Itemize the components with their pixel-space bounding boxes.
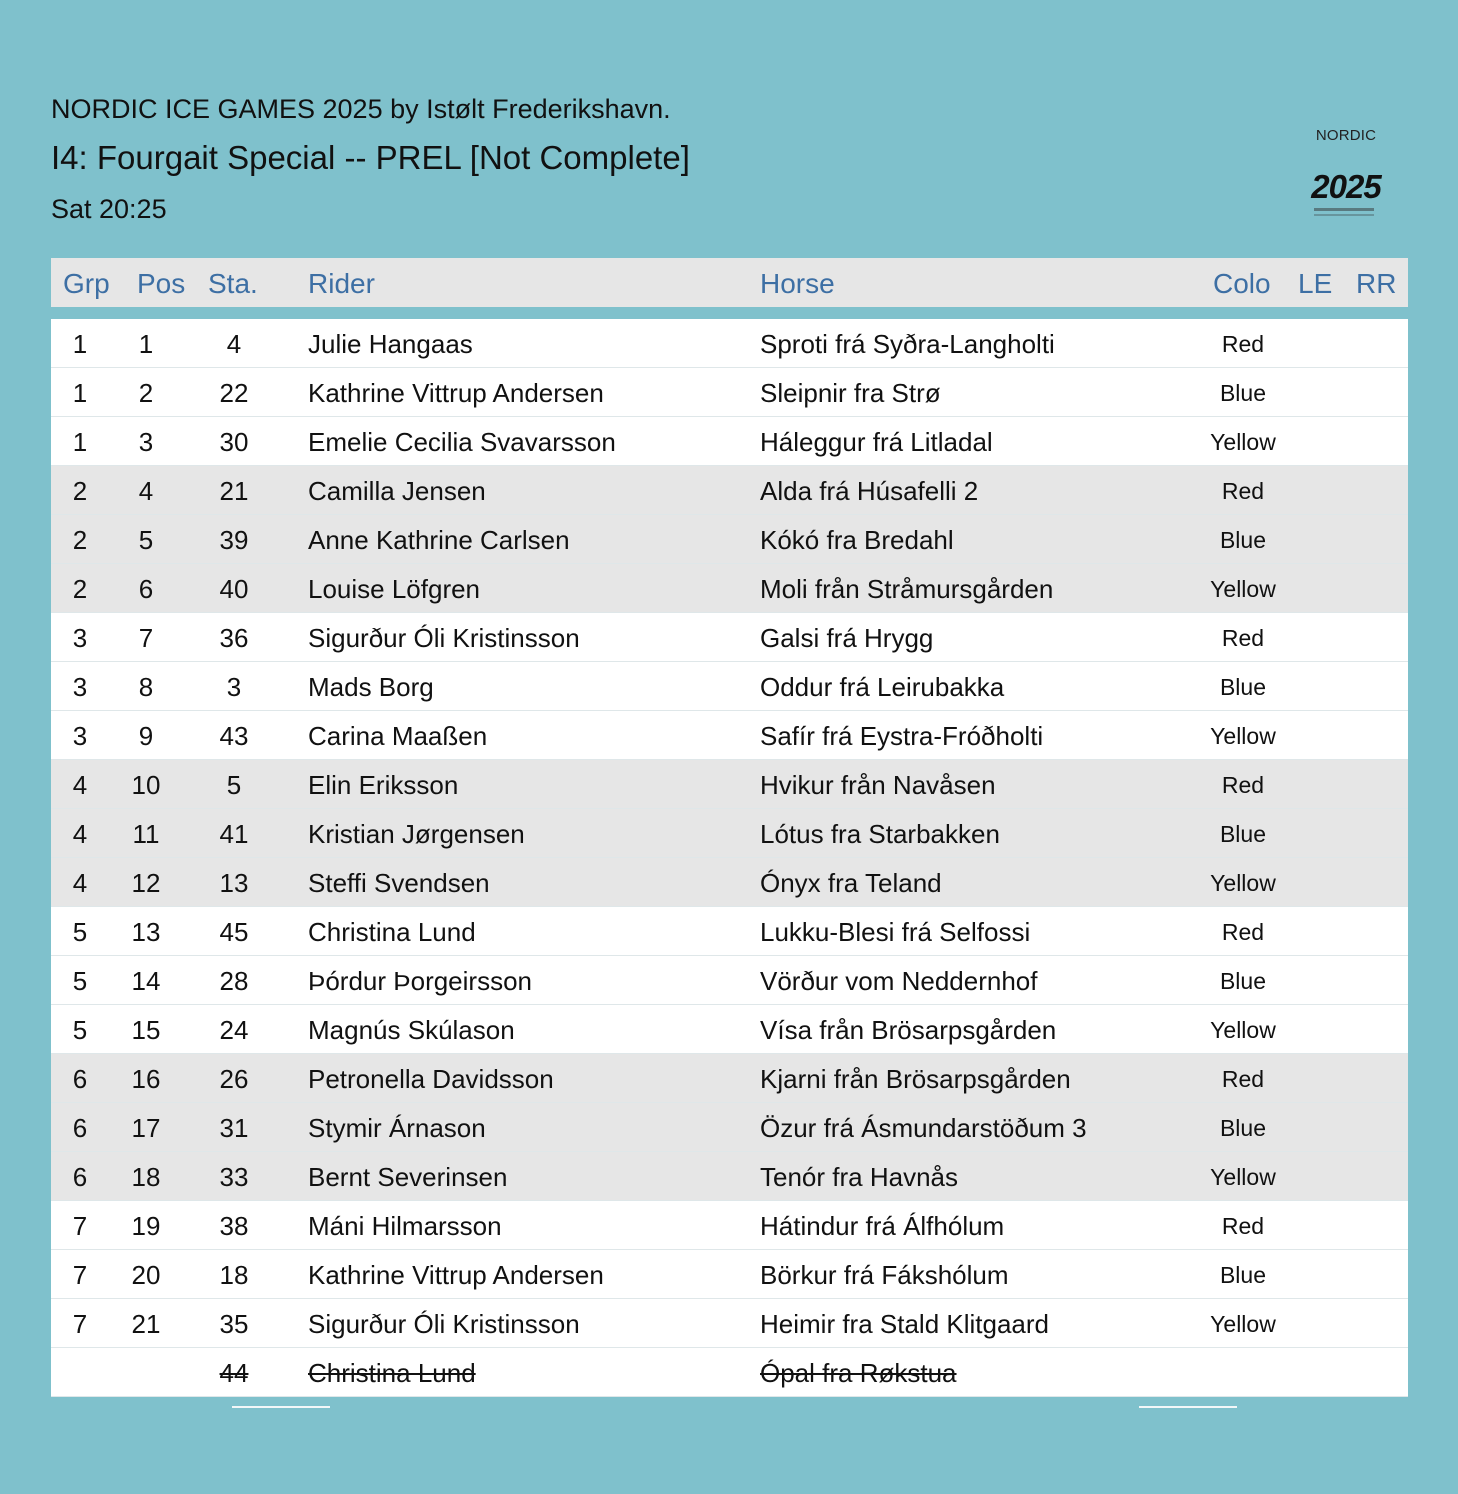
cell-horse: Lótus fra Starbakken [760,819,1000,849]
table-row [51,1054,1408,1103]
table-row [51,907,1408,956]
cell-grp: 5 [72,1015,88,1045]
logo-word: NORDIC [1315,127,1377,144]
cell-sta: 5 [226,770,242,800]
table-row [51,711,1408,760]
cell-grp: 7 [72,1211,88,1241]
cell-rider: Stymir Árnason [308,1113,486,1143]
table-row [51,417,1408,466]
cell-color: Red [1221,331,1265,357]
cell-grp: 6 [72,1064,88,1094]
cell-rider: Petronella Davidsson [308,1064,554,1094]
cell-sta: 3 [226,672,242,702]
cell-sta: 45 [219,917,249,947]
cell-rider: Steffi Svendsen [308,868,490,898]
cell-sta: 35 [219,1309,249,1339]
cell-horse: Heimir fra Stald Klitgaard [760,1309,1049,1339]
cell-rider: Magnús Skúlason [308,1015,515,1045]
cell-sta: 4 [226,329,242,359]
cell-rider: Þórdur Þorgeirsson [308,966,532,996]
cell-grp: 5 [72,917,88,947]
cell-color: Blue [1219,674,1267,700]
cell-sta: 38 [219,1211,249,1241]
cell-pos: 9 [138,721,154,751]
nordic-ice-games-logo [1300,110,1392,225]
cell-pos: 14 [131,966,161,996]
cell-pos: 11 [132,819,160,849]
cell-grp: 1 [72,329,88,359]
cell-color: Red [1221,919,1265,945]
cell-sta: 21 [219,476,249,506]
cell-horse: Vísa från Brösarpsgården [760,1015,1057,1045]
results-table-body [51,319,1408,1397]
cell-horse: Kókó fra Bredahl [760,525,954,555]
cell-grp: 3 [72,623,88,653]
cell-horse: Háleggur frá Litladal [760,427,993,457]
cell-sta: 39 [219,525,249,555]
cell-grp: 2 [72,574,88,604]
col-header-le: LE [1298,268,1333,299]
col-header-horse: Horse [760,268,835,299]
table-row [51,956,1408,1005]
table-row [51,1299,1408,1348]
table-row [51,662,1408,711]
cell-sta: 24 [219,1015,249,1045]
cell-color: Yellow [1210,1164,1276,1190]
col-header-color: Colo [1213,268,1271,299]
cell-sta: 30 [219,427,249,457]
table-row [51,368,1408,417]
cell-horse: Oddur frá Leirubakka [760,672,1005,702]
cell-grp: 5 [72,966,88,996]
cell-rider: Christina Lund [308,917,476,947]
cell-pos: 2 [138,378,154,408]
cell-rider: Julie Hangaas [308,329,473,359]
cell-color: Yellow [1210,429,1276,455]
cell-rider: Carina Maaßen [308,721,488,751]
cell-horse: Ópal fra Røkstua [760,1358,957,1388]
cell-horse: Hátindur frá Álfhólum [760,1211,1005,1241]
cell-sta: 41 [219,819,249,849]
cell-pos: 12 [131,868,161,898]
cell-pos [121,1348,171,1397]
cell-grp: 7 [72,1309,88,1339]
cell-rider: Louise Löfgren [308,574,481,604]
cell-rider: Anne Kathrine Carlsen [308,525,570,555]
cell-color: Blue [1219,821,1267,847]
cell-horse: Alda frá Húsafelli 2 [760,476,979,506]
cell-rider: Mads Borg [308,672,434,702]
footer-divider [1139,1406,1237,1408]
cell-rider: Kristian Jørgensen [308,819,525,849]
cell-horse: Galsi frá Hrygg [760,623,934,653]
cell-rider: Sigurður Óli Kristinsson [308,1309,580,1339]
table-row [51,613,1408,662]
cell-horse: Börkur frá Fákshólum [760,1260,1009,1290]
event-title: NORDIC ICE GAMES 2025 by Istølt Frederikshavn. [51,94,671,124]
cell-color: Yellow [1210,870,1276,896]
cell-color: Blue [1219,968,1267,994]
cell-pos: 15 [131,1015,161,1045]
cell-horse: Lukku-Blesi frá Selfossi [760,917,1031,947]
cell-rider: Bernt Severinsen [308,1162,508,1192]
cell-grp: 1 [72,427,88,457]
cell-sta: 44 [219,1358,249,1388]
cell-pos: 8 [138,672,154,702]
col-header-rider: Rider [308,268,375,299]
cell-pos: 21 [131,1309,161,1339]
cell-pos: 6 [138,574,154,604]
cell-pos: 10 [131,770,161,800]
table-row [51,809,1408,858]
table-row [51,466,1408,515]
cell-sta: 36 [219,623,249,653]
cell-grp: 4 [72,868,88,898]
table-row [51,858,1408,907]
cell-color: Red [1221,478,1265,504]
cell-pos: 19 [131,1211,161,1241]
cell-color: Yellow [1210,1311,1276,1337]
table-row [51,515,1408,564]
col-header-pos: Pos [137,268,186,299]
cell-color: Yellow [1210,723,1276,749]
cell-grp: 7 [72,1260,88,1290]
table-row-withdrawn [51,1348,1408,1397]
cell-sta: 40 [219,574,249,604]
cell-horse: Vörður vom Neddernhof [760,966,1038,996]
cell-color: Blue [1219,1115,1267,1141]
cell-pos: 4 [138,476,154,506]
logo-year: 2025 [1311,168,1381,205]
cell-pos: 20 [131,1260,161,1290]
cell-horse: Moli från Stråmursgården [760,574,1054,604]
cell-sta: 18 [219,1260,249,1290]
results-table-header [51,258,1408,307]
cell-horse: Ónyx fra Teland [760,868,942,898]
cell-rider: Sigurður Óli Kristinsson [308,623,580,653]
cell-sta: 28 [219,966,249,996]
cell-color: Blue [1219,527,1267,553]
cell-grp: 2 [72,525,88,555]
header [51,92,690,226]
cell-pos: 1 [138,329,154,359]
cell-pos: 18 [131,1162,161,1192]
cell-rider: Máni Hilmarsson [308,1211,502,1241]
cell-color: Yellow [1210,576,1276,602]
cell-grp: 6 [72,1162,88,1192]
cell-pos: 17 [131,1113,161,1143]
cell-rider: Emelie Cecilia Svavarsson [308,427,616,457]
cell-pos: 16 [131,1064,161,1094]
cell-horse: Özur frá Ásmundarstöðum 3 [760,1113,1087,1143]
cell-sta: 22 [219,378,249,408]
cell-rider: Christina Lund [308,1358,476,1388]
cell-color: Blue [1219,1262,1267,1288]
table-row [51,1103,1408,1152]
cell-rider: Kathrine Vittrup Andersen [308,1260,604,1290]
cell-color [1191,1348,1295,1397]
cell-pos: 13 [131,917,161,947]
cell-rider: Kathrine Vittrup Andersen [308,378,604,408]
col-header-sta: Sta. [208,268,258,299]
table-row [51,1152,1408,1201]
cell-sta: 31 [219,1113,249,1143]
cell-horse: Sleipnir fra Strø [760,378,941,408]
logo-decoration [1314,208,1374,211]
session-time: Sat 20:25 [51,194,167,224]
cell-grp: 6 [72,1113,88,1143]
cell-grp: 4 [72,770,88,800]
table-row [51,760,1408,809]
cell-pos: 5 [138,525,154,555]
cell-grp: 3 [72,672,88,702]
cell-sta: 43 [219,721,249,751]
cell-rider: Camilla Jensen [308,476,486,506]
cell-grp: 3 [72,721,88,751]
cell-sta: 33 [219,1162,249,1192]
cell-horse: Hvikur från Navåsen [760,770,996,800]
footer-divider [232,1406,330,1408]
table-row [51,319,1408,368]
table-row [51,1201,1408,1250]
cell-horse: Kjarni från Brösarpsgården [760,1064,1071,1094]
cell-horse: Sproti frá Syðra-Langholti [760,329,1055,359]
cell-pos: 3 [138,427,154,457]
cell-sta: 13 [219,868,249,898]
cell-color: Red [1221,1213,1265,1239]
cell-sta: 26 [219,1064,249,1094]
logo-decoration [1314,214,1374,216]
table-row [51,1005,1408,1054]
cell-color: Red [1221,1066,1265,1092]
cell-grp [51,1348,109,1397]
cell-color: Red [1221,625,1265,651]
cell-rider: Elin Eriksson [308,770,459,800]
cell-color: Yellow [1210,1017,1276,1043]
cell-color: Red [1221,772,1265,798]
table-row [51,564,1408,613]
cell-grp: 1 [72,378,88,408]
cell-grp: 4 [72,819,88,849]
col-header-grp: Grp [63,268,110,299]
cell-color: Blue [1219,380,1267,406]
cell-pos: 7 [138,623,154,653]
col-header-rr: RR [1356,268,1397,299]
cell-horse: Tenór fra Havnås [760,1162,958,1192]
table-row [51,1250,1408,1299]
class-title: I4: Fourgait Special -- PREL [Not Complete] [51,139,690,176]
cell-horse: Safír frá Eystra-Fróðholti [760,721,1044,751]
cell-grp: 2 [72,476,88,506]
